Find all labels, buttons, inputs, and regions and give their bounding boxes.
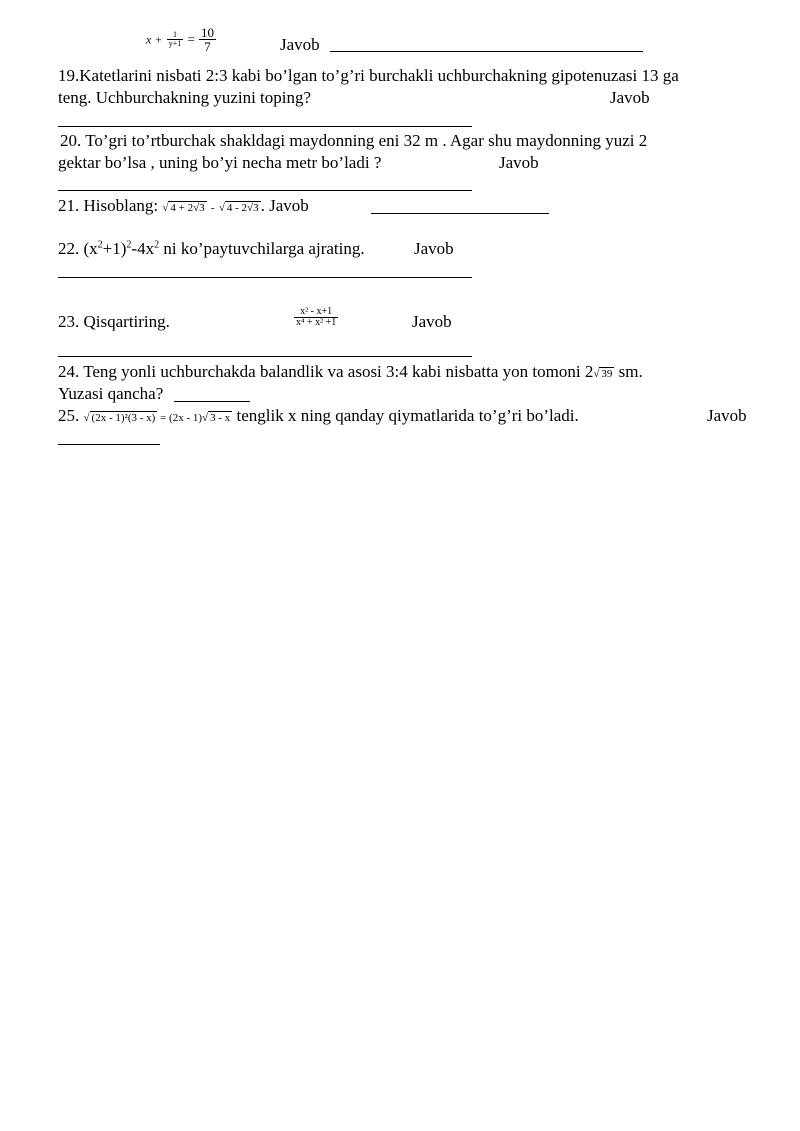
q22-line: 22. $(x^2+1)^2-4x^2$ ni ko’paytuvchilarga ajrating. — [58, 239, 365, 258]
q25-answer-label: Javob — [707, 406, 747, 425]
q21-radical1: √ 4 + 2√3 — [162, 202, 205, 214]
q21-line — [58, 196, 309, 218]
q18-fraction: $\frac{10}{7}$ — [201, 25, 215, 54]
q21-prefix: 21. Hisoblang: — [58, 196, 159, 215]
q18-equals: = — [187, 31, 195, 47]
q25-line: 25. √ (2x - 1)²(3 - x) = (2x - 1)√ 3 - x tenglik x ning qanday qiymatlarida to’g’ri bo’ladi. — [58, 406, 579, 425]
q18-answer-line[interactable] — [330, 51, 643, 52]
q25-answer-line[interactable] — [58, 444, 160, 445]
q18-equation — [146, 26, 216, 56]
q22-answer-line[interactable] — [58, 277, 472, 278]
q18-var: x + — [146, 32, 163, 47]
q23-fraction-wrap — [294, 306, 338, 338]
q24-line2: Yuzasi qancha? — [58, 384, 164, 403]
q20-text-line2: gektar bo’lsa , uning bo’yi necha metr bo’ladi ? — [58, 153, 382, 172]
q23-label: 23. Qisqartiring. — [58, 312, 170, 331]
q25-eq: = (2x - 1) — [157, 412, 203, 424]
q18-answer-label: Javob — [280, 35, 320, 54]
q20-answer-label: Javob — [499, 153, 539, 172]
q22-answer-label: Javob — [414, 239, 454, 258]
q24-answer-line[interactable] — [174, 401, 250, 402]
q21-answer-line[interactable] — [371, 213, 549, 214]
q24-radical: √ 39 — [593, 368, 613, 380]
q19-text-line1: 19.Katetlarini nisbati 2:3 kabi bo’lgan to’g’ri burchakli uchburchakning gipotenuzasi 13 ga — [58, 66, 679, 85]
q21-radical2: √ 4 - 2√3 — [218, 202, 259, 214]
q18-small-fraction: $\frac{1}{y+1}$ — [168, 30, 182, 48]
q21-minus: - — [210, 202, 215, 214]
q20-text-line1: 20. To’gri to’rtburchak shakldagi maydonning eni 32 m . Agar shu maydonning yuzi 2 — [60, 131, 648, 150]
q25-lhs-radical: √ (2x - 1)²(3 - x) — [83, 412, 156, 424]
q20-answer-line[interactable] — [58, 190, 472, 191]
q23-answer-line[interactable] — [58, 356, 472, 357]
q25-rhs-radical: √ 3 - x — [202, 412, 231, 424]
q19-answer-line[interactable] — [58, 126, 472, 127]
q19-text-line2: teng. Uchburchakning yuzini toping? — [58, 88, 312, 107]
q23-answer-label: Javob — [412, 312, 452, 331]
q19-answer-label: Javob — [610, 88, 650, 107]
q24-line1: 24. Teng yonli uchburchakda balandlik va asosi 3:4 kabi nisbatta yon tomoni 2√ 39 sm. — [58, 362, 643, 381]
q23-fraction: $\frac{\text{x² - x+1}}{\text{x⁴ + x² +1}}$ — [296, 305, 337, 328]
q21-suffix: . Javob — [260, 196, 309, 215]
